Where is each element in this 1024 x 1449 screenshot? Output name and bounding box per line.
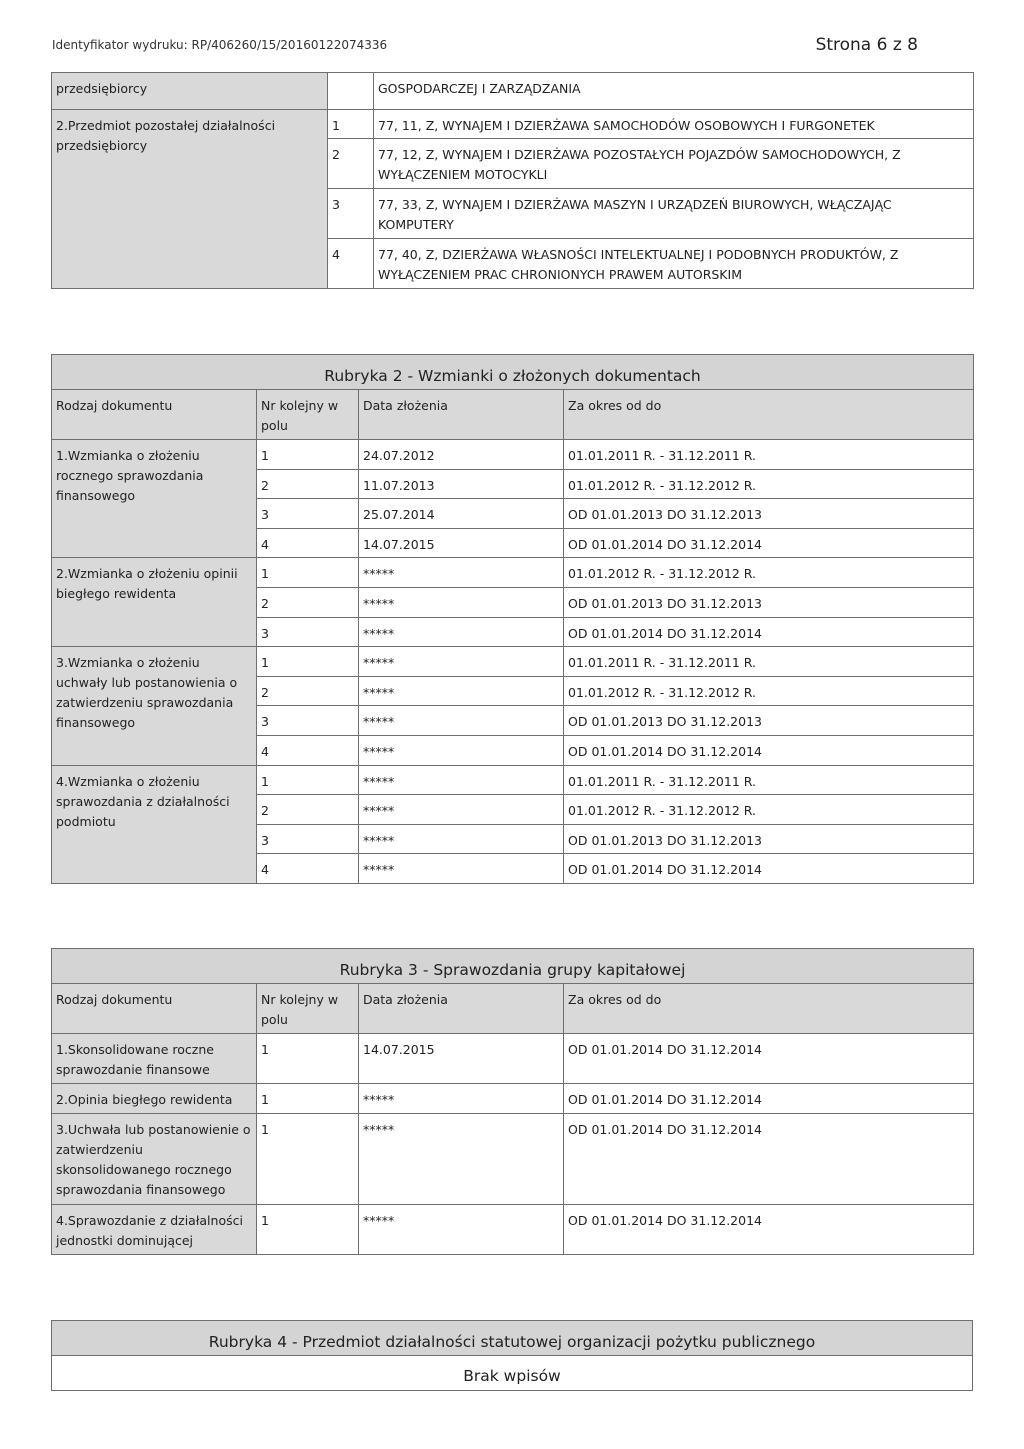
row-nr: 1 xyxy=(328,110,374,139)
entry-date: ***** xyxy=(359,587,564,617)
entry-period: OD 01.01.2014 DO 31.12.2014 xyxy=(564,1205,974,1255)
document-type: 1.Wzmianka o złożeniu rocznego sprawozdania finansowego xyxy=(52,440,257,558)
entry-nr: 2 xyxy=(257,795,359,825)
document-type: 4.Wzmianka o złożeniu sprawozdania z działalności podmiotu xyxy=(52,765,257,883)
entry-period: OD 01.01.2013 DO 31.12.2013 xyxy=(564,587,974,617)
entry-period: 01.01.2012 R. - 31.12.2012 R. xyxy=(564,469,974,499)
column-header: Nr kolejny w polu xyxy=(257,984,359,1034)
entry-nr: 1 xyxy=(257,1084,359,1114)
entry-nr: 2 xyxy=(257,469,359,499)
row-nr: 3 xyxy=(328,189,374,239)
document-type: 3.Wzmianka o złożeniu uchwały lub postanowienia o zatwierdzeniu sprawozdania finansowego xyxy=(52,647,257,765)
activity-table xyxy=(51,72,974,289)
entry-nr: 3 xyxy=(257,824,359,854)
row-label: przedsiębiorcy xyxy=(52,73,328,110)
section-title: Rubryka 3 - Sprawozdania grupy kapitałowej xyxy=(52,949,974,984)
entry-nr: 3 xyxy=(257,706,359,736)
entry-date: ***** xyxy=(359,824,564,854)
rubryka-3-table xyxy=(51,948,974,1255)
empty-entries: Brak wpisów xyxy=(52,1356,973,1391)
document-type: 1.Skonsolidowane roczne sprawozdanie finansowe xyxy=(52,1034,257,1084)
row-nr xyxy=(328,73,374,110)
column-header: Za okres od do xyxy=(564,984,974,1034)
row-nr: 4 xyxy=(328,239,374,289)
entry-date: ***** xyxy=(359,854,564,884)
entry-date: ***** xyxy=(359,1084,564,1114)
entry-period: 01.01.2011 R. - 31.12.2011 R. xyxy=(564,647,974,677)
document-type: 2.Wzmianka o złożeniu opinii biegłego rewidenta xyxy=(52,558,257,647)
entry-nr: 1 xyxy=(257,1205,359,1255)
entry-nr: 3 xyxy=(257,617,359,647)
section-title: Rubryka 4 - Przedmiot działalności statutowej organizacji pożytku publicznego xyxy=(52,1321,973,1356)
entry-date: 11.07.2013 xyxy=(359,469,564,499)
column-header: Nr kolejny w polu xyxy=(257,390,359,440)
row-label: 2.Przedmiot pozostałej działalności przedsiębiorcy xyxy=(52,110,328,289)
entry-period: OD 01.01.2014 DO 31.12.2014 xyxy=(564,854,974,884)
entry-date: ***** xyxy=(359,676,564,706)
row-value: 77, 33, Z, WYNAJEM I DZIERŻAWA MASZYN I URZĄDZEŃ BIUROWYCH, WŁĄCZAJĄC KOMPUTERY xyxy=(374,189,974,239)
entry-period: OD 01.01.2013 DO 31.12.2013 xyxy=(564,824,974,854)
column-header: Data złożenia xyxy=(359,390,564,440)
document-type: 4.Sprawozdanie z działalności jednostki dominującej xyxy=(52,1205,257,1255)
entry-date: ***** xyxy=(359,735,564,765)
entry-period: OD 01.01.2013 DO 31.12.2013 xyxy=(564,706,974,736)
entry-period: OD 01.01.2014 DO 31.12.2014 xyxy=(564,1084,974,1114)
entry-period: OD 01.01.2013 DO 31.12.2013 xyxy=(564,499,974,529)
entry-period: 01.01.2012 R. - 31.12.2012 R. xyxy=(564,558,974,588)
section-title: Rubryka 2 - Wzmianki o złożonych dokumentach xyxy=(52,355,974,390)
entry-nr: 2 xyxy=(257,676,359,706)
rubryka-2-table xyxy=(51,354,974,884)
entry-period: 01.01.2012 R. - 31.12.2012 R. xyxy=(564,795,974,825)
document-type: 3.Uchwała lub postanowienie o zatwierdzeniu skonsolidowanego rocznego sprawozdania finansowego xyxy=(52,1114,257,1205)
document-type: 2.Opinia biegłego rewidenta xyxy=(52,1084,257,1114)
entry-nr: 1 xyxy=(257,1114,359,1205)
entry-period: OD 01.01.2014 DO 31.12.2014 xyxy=(564,528,974,558)
page-number: Strona 6 z 8 xyxy=(815,35,918,55)
entry-date: ***** xyxy=(359,765,564,795)
entry-nr: 1 xyxy=(257,1034,359,1084)
entry-period: 01.01.2011 R. - 31.12.2011 R. xyxy=(564,765,974,795)
entry-period: OD 01.01.2014 DO 31.12.2014 xyxy=(564,1114,974,1205)
entry-date: ***** xyxy=(359,1205,564,1255)
column-header: Za okres od do xyxy=(564,390,974,440)
entry-nr: 4 xyxy=(257,528,359,558)
row-nr: 2 xyxy=(328,139,374,189)
entry-nr: 1 xyxy=(257,440,359,470)
entry-period: 01.01.2011 R. - 31.12.2011 R. xyxy=(564,440,974,470)
entry-nr: 4 xyxy=(257,735,359,765)
entry-date: 14.07.2015 xyxy=(359,1034,564,1084)
entry-nr: 1 xyxy=(257,765,359,795)
entry-nr: 2 xyxy=(257,587,359,617)
entry-nr: 1 xyxy=(257,647,359,677)
row-value: 77, 11, Z, WYNAJEM I DZIERŻAWA SAMOCHODÓW OSOBOWYCH I FURGONETEK xyxy=(374,110,974,139)
entry-date: ***** xyxy=(359,558,564,588)
print-identifier: Identyfikator wydruku: RP/406260/15/20160122074336 xyxy=(52,38,388,52)
column-header: Rodzaj dokumentu xyxy=(52,984,257,1034)
entry-date: 25.07.2014 xyxy=(359,499,564,529)
entry-date: ***** xyxy=(359,647,564,677)
row-value: 77, 40, Z, DZIERŻAWA WŁASNOŚCI INTELEKTUALNEJ I PODOBNYCH PRODUKTÓW, Z WYŁĄCZENIEM PRAC CHRONIONYCH PRAWEM AUTORSKIM xyxy=(374,239,974,289)
column-header: Data złożenia xyxy=(359,984,564,1034)
entry-nr: 1 xyxy=(257,558,359,588)
entry-period: OD 01.01.2014 DO 31.12.2014 xyxy=(564,617,974,647)
entry-date: ***** xyxy=(359,795,564,825)
entry-period: 01.01.2012 R. - 31.12.2012 R. xyxy=(564,676,974,706)
entry-date: ***** xyxy=(359,1114,564,1205)
rubryka-4-table xyxy=(51,1320,973,1391)
entry-period: OD 01.01.2014 DO 31.12.2014 xyxy=(564,1034,974,1084)
entry-date: ***** xyxy=(359,706,564,736)
row-value: 77, 12, Z, WYNAJEM I DZIERŻAWA POZOSTAŁYCH POJAZDÓW SAMOCHODOWYCH, Z WYŁĄCZENIEM MOTOCYKLI xyxy=(374,139,974,189)
entry-nr: 4 xyxy=(257,854,359,884)
entry-date: 24.07.2012 xyxy=(359,440,564,470)
entry-date: ***** xyxy=(359,617,564,647)
entry-nr: 3 xyxy=(257,499,359,529)
row-value: GOSPODARCZEJ I ZARZĄDZANIA xyxy=(374,73,974,110)
column-header: Rodzaj dokumentu xyxy=(52,390,257,440)
entry-period: OD 01.01.2014 DO 31.12.2014 xyxy=(564,735,974,765)
entry-date: 14.07.2015 xyxy=(359,528,564,558)
